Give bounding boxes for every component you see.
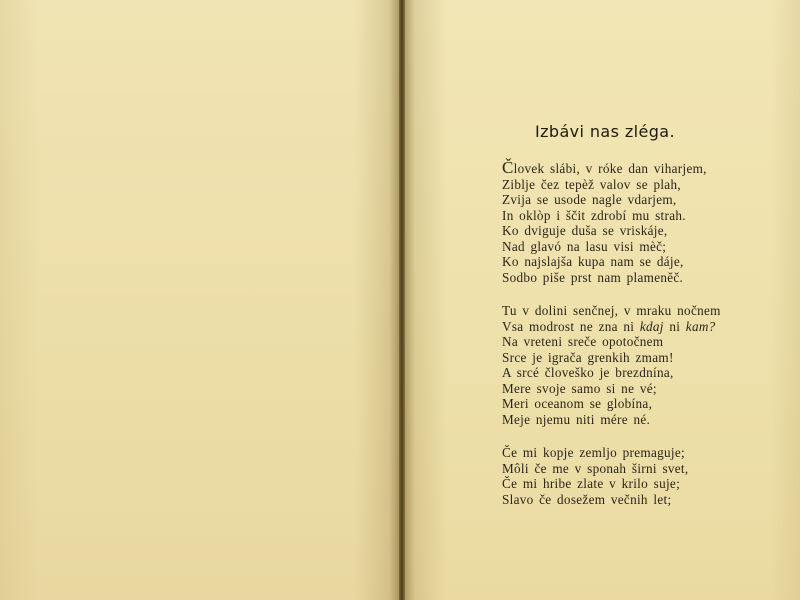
poem-line: Slavo če dosežem večnih let; [502, 491, 672, 507]
poem-line: Na vreteni sreče opotočnem [502, 334, 664, 349]
stanza-2 [502, 303, 721, 427]
right-page [405, 0, 800, 600]
poem-line-text: Vsa modrost ne zna ni [502, 318, 640, 334]
poem-line: Če mi kopje zemljo premaguje; [502, 445, 685, 460]
poem-line: Meje njemu niti mére né. [502, 411, 651, 427]
poem-line: A srcé človeško je brezdnína, [502, 365, 674, 380]
poem-line: Ziblje čez tepèž valov se plah, [502, 176, 681, 192]
left-page-blank [0, 0, 399, 600]
poem-line: Ko najslajša kupa nam se dáje, [502, 254, 684, 269]
poem-line: Sodbo piše prst nam plameněč. [502, 269, 684, 285]
poem-line: Če mi hribe zlate v krilo suje; [502, 476, 681, 491]
poem-line: Môli če me v sponah širni svet, [502, 460, 689, 476]
drop-cap: Č [502, 158, 514, 177]
poem-line: Meri oceanom se globína, [502, 396, 653, 411]
stanza-3 [502, 445, 689, 507]
poem-line: Ko dviguje duša se vriskáje, [502, 223, 668, 238]
poem-line: In oklòp i ščit zdrobí mu strah. [502, 207, 686, 223]
poem-line [502, 319, 721, 335]
poem-line-text: lovek slábi, v róke dan viharjem, [513, 161, 707, 176]
poem-line: Zvija se usode nagle vdarjem, [502, 192, 677, 207]
poem-line: Tu v dolini senčnej, v mraku nočnem [502, 303, 721, 318]
poem-line: Mere svoje samo si ne vé; [502, 380, 657, 396]
poem-title: Izbávi nas zléga. [535, 122, 675, 141]
poem-line: Srce je igrača grenkih zmam! [502, 349, 674, 365]
italic-word-kam: kam? [685, 318, 716, 334]
poem-line [502, 160, 707, 177]
poem-line: Nad glavó na lasu visi mèč; [502, 238, 667, 254]
italic-word-kdaj: kdaj [639, 318, 664, 334]
stanza-1 [502, 160, 707, 285]
poem-line-text: ni [663, 318, 686, 334]
